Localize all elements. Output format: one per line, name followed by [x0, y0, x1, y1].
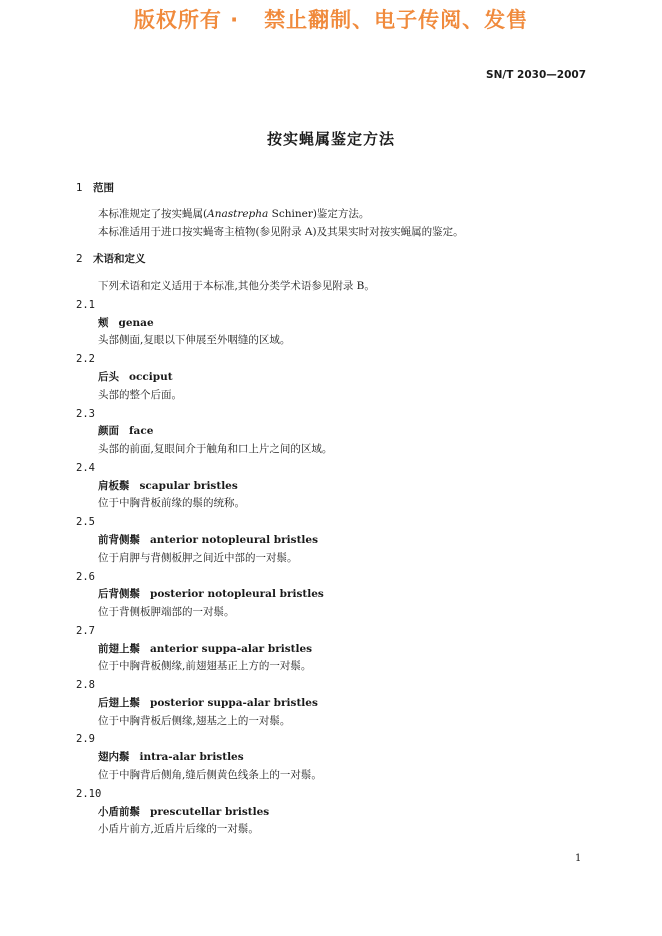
term-zh: 前背侧鬃	[98, 534, 140, 546]
term-en: anterior suppa-alar bristles	[150, 643, 313, 655]
section-number: 1	[76, 182, 83, 194]
section-1-paragraph-2: 本标准适用于进口按实蝇寄主植物(参见附录 A)及其果实时对按实蝇属的鉴定。	[98, 226, 464, 238]
term-heading	[98, 587, 324, 601]
section-2-intro: 下列术语和定义适用于本标准,其他分类学术语参见附录 B。	[98, 280, 375, 292]
term-number: 2.10	[76, 788, 102, 800]
section-title: 术语和定义	[93, 253, 146, 265]
term-number: 2.5	[76, 516, 95, 528]
section-2-heading	[76, 252, 146, 266]
term-en: face	[129, 425, 154, 437]
text-span: Schiner)鉴定方法。	[268, 208, 370, 220]
page-number: 1	[575, 853, 582, 864]
genus-name: Anastrepha	[207, 208, 269, 220]
term-zh: 颜面	[98, 425, 119, 437]
term-number: 2.7	[76, 625, 95, 637]
term-en: prescutellar bristles	[150, 806, 270, 818]
term-en: posterior suppa-alar bristles	[150, 697, 318, 709]
term-definition: 小盾片前方,近盾片后缘的一对鬃。	[98, 823, 259, 835]
document-title: 按实蝇属鉴定方法	[266, 130, 395, 148]
term-number: 2.9	[76, 733, 95, 745]
term-heading	[98, 370, 173, 384]
term-definition: 位于肩胛与背侧板胛之间近中部的一对鬃。	[98, 552, 298, 564]
term-zh: 后翅上鬃	[98, 697, 140, 709]
section-1-paragraph-1	[98, 207, 369, 221]
section-number: 2	[76, 253, 83, 265]
term-en: genae	[118, 317, 154, 329]
term-en: anterior notopleural bristles	[150, 534, 318, 546]
term-zh: 肩板鬃	[98, 480, 130, 492]
term-definition: 头部的前面,复眼间介于触角和口上片之间的区域。	[98, 443, 333, 455]
term-en: occiput	[129, 371, 173, 383]
text-span: 本标准规定了按实蝇属(	[98, 208, 208, 220]
term-heading	[98, 642, 312, 656]
term-zh: 后头	[98, 371, 119, 383]
term-heading	[98, 696, 318, 710]
term-en: intra-alar bristles	[139, 751, 244, 763]
term-heading	[98, 424, 153, 438]
term-heading	[98, 533, 318, 547]
term-heading	[98, 805, 269, 819]
section-1-heading	[76, 181, 114, 195]
term-number: 2.8	[76, 679, 95, 691]
term-definition: 头部侧面,复眼以下伸展至外咽缝的区域。	[98, 334, 291, 346]
term-zh: 颊	[98, 317, 109, 329]
term-number: 2.6	[76, 571, 95, 583]
term-definition: 位于中胸背后侧角,缝后侧黄色线条上的一对鬃。	[98, 769, 322, 781]
term-heading	[98, 316, 154, 330]
term-zh: 翅内鬃	[98, 751, 130, 763]
term-number: 2.3	[76, 408, 95, 420]
term-definition: 位于背侧板胛端部的一对鬃。	[98, 606, 235, 618]
term-number: 2.2	[76, 353, 95, 365]
standard-code: SN/T 2030—2007	[486, 69, 586, 81]
term-definition: 头部的整个后面。	[98, 389, 182, 401]
term-zh: 后背侧鬃	[98, 588, 140, 600]
section-title: 范围	[93, 182, 114, 194]
term-heading	[98, 479, 238, 493]
term-definition: 位于中胸背板前缘的鬃的统称。	[98, 497, 245, 509]
term-number: 2.1	[76, 299, 95, 311]
term-en: scapular bristles	[139, 480, 238, 492]
term-zh: 小盾前鬃	[98, 806, 140, 818]
term-heading	[98, 750, 244, 764]
copyright-banner: 版权所有 · 禁止翻制、电子传阅、发售	[133, 8, 529, 32]
term-definition: 位于中胸背板侧缘,前翅翅基正上方的一对鬃。	[98, 660, 312, 672]
term-number: 2.4	[76, 462, 95, 474]
term-en: posterior notopleural bristles	[150, 588, 324, 600]
term-zh: 前翅上鬃	[98, 643, 140, 655]
term-definition: 位于中胸背板后侧缘,翅基之上的一对鬃。	[98, 715, 291, 727]
